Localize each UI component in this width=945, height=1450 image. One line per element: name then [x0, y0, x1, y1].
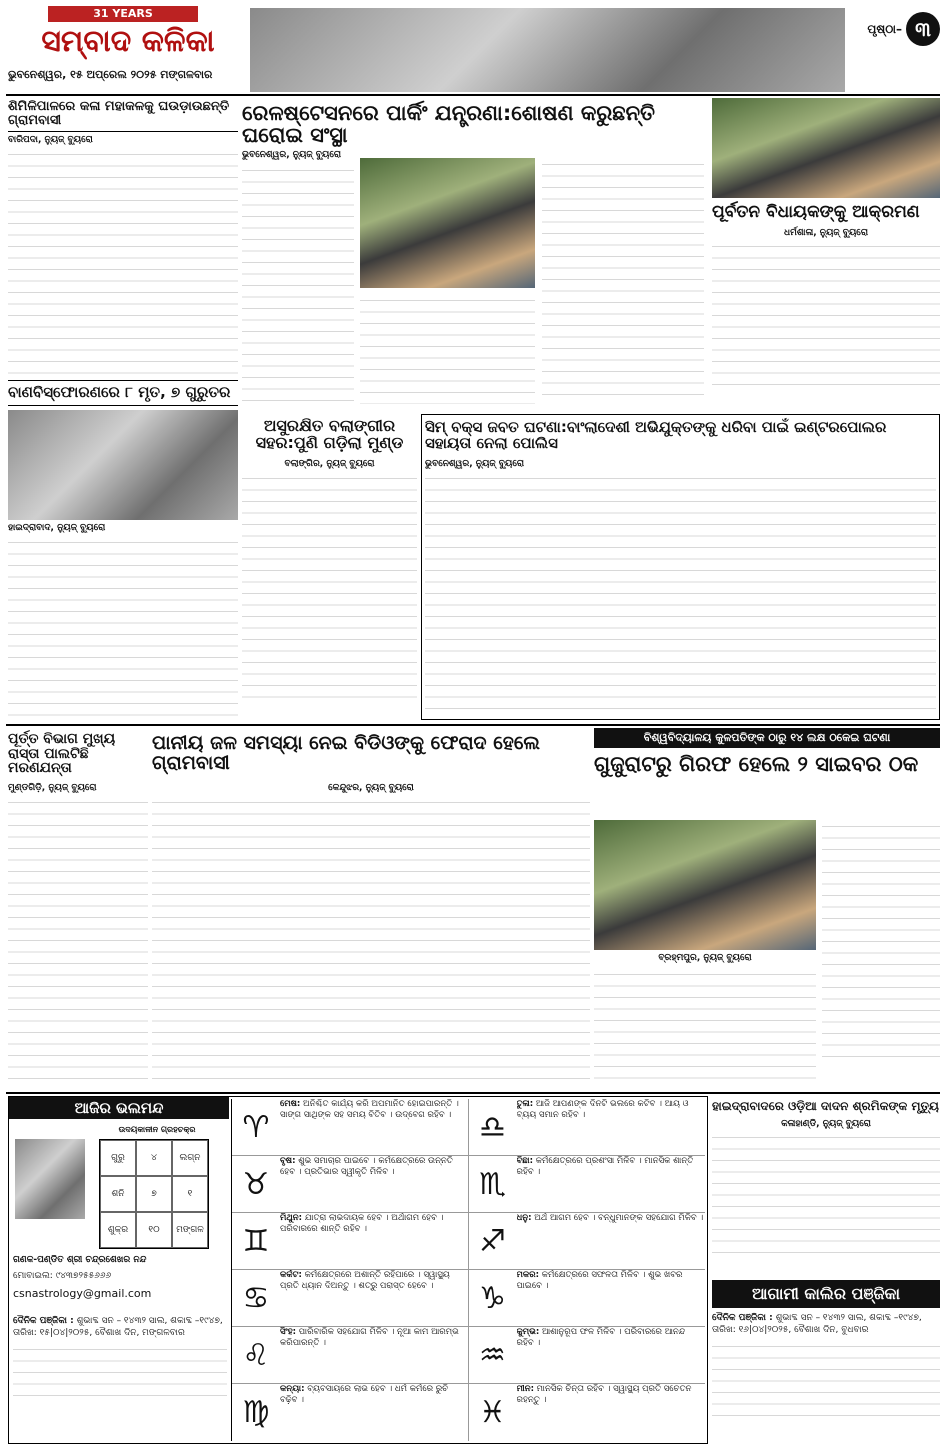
astrologer-photo — [15, 1139, 85, 1219]
sign-text: କର୍ମକ୍ଷେତ୍ରରେ ଅଶାନ୍ତି ରହିପାରେ । ସ୍ୱାସ୍ଥ୍ୟ ପ୍ରତି ଧ୍ୟାନ ଦିଅନ୍ତୁ । ଶତ୍ରୁ ପରାସ୍ତ ହେବେ । — [280, 1270, 450, 1291]
mid-rule — [6, 724, 940, 726]
gemini-icon: ♊ — [242, 1223, 270, 1259]
panji-today-body — [13, 1343, 227, 1403]
zodiac-libra — [469, 1099, 706, 1156]
masthead-rule — [6, 94, 940, 96]
byline: କଳାହାଣ୍ଡି, ନ୍ୟୁଜ୍ ବ୍ୟୁରୋ — [781, 1118, 871, 1129]
article-body-col2 — [360, 294, 535, 404]
article-body — [152, 796, 590, 1088]
sign-name: ଧନୁ: — [516, 1213, 532, 1223]
photo-explosion-site — [8, 410, 238, 520]
zodiac-leo — [232, 1327, 469, 1384]
article-body — [594, 968, 816, 1084]
sign-text: କର୍ମକ୍ଷେତ୍ରରେ ପ୍ରଶଂସା ମିଳିବ । ମାନସିକ ଶାନ୍ତି ରହିବ । — [516, 1156, 694, 1177]
story-pwd-road — [8, 728, 148, 1088]
story-simlipal — [8, 98, 238, 378]
chart-cell: ୧ — [172, 1176, 208, 1212]
zodiac-sagittarius — [469, 1213, 706, 1270]
zodiac-taurus — [232, 1156, 469, 1213]
story-explosion — [8, 380, 238, 720]
article-body-col3 — [542, 158, 704, 404]
astrologer-name: ଗଣକ-ପଣ୍ଡିତ ଶ୍ରୀ ଚନ୍ଦ୍ରଶେଖର ନନ୍ଦ — [13, 1255, 147, 1265]
story-cyber-fraud — [594, 728, 940, 1088]
story-balangir — [242, 414, 417, 720]
horoscope-title: ଆଜିର ଭଲମନ୍ଦ — [9, 1097, 229, 1119]
panji-tomorrow-body — [712, 1340, 940, 1420]
sagittarius-icon: ♐ — [479, 1223, 506, 1259]
newspaper-logo: ସମ୍ବାଦ କଳିକା — [41, 24, 215, 59]
capricorn-icon: ♑ — [479, 1280, 506, 1316]
lower-rule — [6, 1092, 940, 1094]
article-body — [8, 148, 238, 378]
sign-text: ପାରିବାରିକ ସହଯୋଗ ମିଳିବ । ନୂଆ କାମ ଆରମ୍ଭ କରିପାରନ୍ତି । — [280, 1327, 459, 1348]
pisces-icon: ♓ — [479, 1395, 506, 1430]
page-label: ପୃଷ୍ଠା– — [867, 21, 902, 36]
article-body — [712, 1131, 940, 1261]
sign-text: ଅର୍ଥ ଆଗମ ହେବ । ବନ୍ଧୁମାନଙ୍କ ସହଯୋଗ ମିଳିବ । — [534, 1213, 704, 1223]
article-body-col1 — [242, 164, 354, 404]
zodiac-aries — [232, 1099, 469, 1156]
chart-cell: ମଙ୍ଗଳ — [172, 1212, 208, 1248]
panji-today-text: ଶୁଭାବ୍ଦ ସନ – ୧୪୩୨ ସାଲ, ଶକାବ୍ଦ –୧୯୪୭, ତାରିଖ: ୧୫|୦୪|୨୦୨୫, ବୈଶାଖ ଦିନ, ମଙ୍ଗଳବାର — [13, 1316, 223, 1338]
chart-cell: ଲଗ୍ନ — [172, 1140, 208, 1176]
leo-icon: ♌ — [242, 1337, 270, 1373]
panji-tomorrow — [712, 1280, 940, 1444]
page-number: ୩ — [906, 12, 940, 46]
chart-cell: ୪ — [136, 1140, 172, 1176]
headline: ସିମ୍ ବକ୍ସ ଜବତ ଘଟଣା:ବାଂଲାଦେଶୀ ଅଭିଯୁକ୍ତଙ୍କୁ ଧରିବା ପାଇଁ ଇଣ୍ଟରପୋଲର ସହାୟତା ନେଲା ପୋଲିସ — [425, 418, 887, 452]
sign-text: ମାନସିକ ଚିନ୍ତା ରହିବ । ସ୍ୱାସ୍ଥ୍ୟ ପ୍ରତି ସଚେତନ ରହନ୍ତୁ । — [516, 1384, 692, 1405]
byline: ହାଇଦ୍ରାବାଦ, ନ୍ୟୁଜ୍ ବ୍ୟୁରୋ — [8, 522, 106, 533]
byline: ବ୍ରହ୍ମପୁର, ନ୍ୟୁଜ୍ ବ୍ୟୁରୋ — [658, 953, 752, 963]
panji-today — [13, 1315, 227, 1441]
chart-cell: ୭ — [136, 1176, 172, 1212]
photo-arrested — [594, 820, 816, 950]
aries-icon: ♈ — [242, 1109, 270, 1145]
astrologer-phone: ମୋବାଇଲ: ୯୪୩୭୨୫୫୬୬୬ — [13, 1271, 112, 1281]
byline: ବଲାଙ୍ଗିର, ନ୍ୟୁଜ୍ ବ୍ୟୁରୋ — [284, 458, 375, 469]
banner-photo-strip — [250, 8, 845, 92]
story-railway-parking — [242, 98, 707, 410]
sign-name: ବିଛା: — [516, 1156, 534, 1166]
byline: ଭୁବନେଶ୍ୱର, ନ୍ୟୁଜ୍ ବ୍ୟୁରୋ — [425, 458, 525, 469]
scorpio-icon: ♏ — [479, 1166, 506, 1202]
aquarius-icon: ♒ — [479, 1337, 506, 1373]
zodiac-scorpio — [469, 1156, 706, 1213]
zodiac-cancer — [232, 1270, 469, 1327]
sign-text: ଅନିଶ୍ଚିତ କାର୍ଯ୍ୟ କରି ଅପମାନିତ ହୋଇପାରନ୍ତି । ସାଙ୍ଗ ସାଥିଙ୍କ ସହ ସମୟ ବିତିବ । ଉଦ୍ବେଗ ରହିବ । — [280, 1099, 459, 1120]
masthead — [8, 6, 248, 90]
libra-icon: ♎ — [479, 1109, 506, 1145]
sign-name: ତୁଳା: — [516, 1099, 534, 1109]
sign-text: ଯାତ୍ରା ଲାଭଦାୟକ ହେବ । ଅର୍ଥାଗମ ହେବ । ପରିବାରରେ ଶାନ୍ତି ରହିବ । — [280, 1213, 444, 1234]
headline: ପୂର୍ବତନ ବିଧାୟକଙ୍କୁ ଆକ୍ରମଣ — [712, 202, 920, 222]
article-body — [425, 472, 936, 712]
sign-text: ବ୍ୟବସାୟରେ ଲାଭ ହେବ । ଧର୍ମ କର୍ମରେ ରୁଚି ବଢ଼ିବ । — [280, 1384, 449, 1405]
horoscope-box — [8, 1096, 708, 1444]
sign-name: ମୀନ: — [516, 1384, 534, 1394]
article-body-side — [822, 820, 940, 1060]
headline: ହାଇଦ୍ରାବାଦରେ ଓଡ଼ିଆ ଦାଦନ ଶ୍ରମିକଙ୍କ ମୃତ୍ୟୁ — [712, 1099, 939, 1113]
sign-text: ଆଜି ଆପଣଙ୍କ ଦିନଟି ଭଲରେ କଟିବ । ଆୟ ଓ ବ୍ୟୟ ସମାନ ରହିବ । — [516, 1099, 689, 1120]
headline: ପାନୀୟ ଜଳ ସମସ୍ୟା ନେଇ ବିଡିଓଙ୍କୁ ଫେରାଦ ହେଲେ ଗ୍ରାମବାସୀ — [152, 732, 540, 774]
story-ex-mla-attack — [712, 98, 940, 410]
article-body — [8, 536, 238, 720]
zodiac-gemini — [232, 1213, 469, 1270]
article-body — [712, 240, 940, 395]
zodiac-capricorn — [469, 1270, 706, 1327]
byline: ଭୁବନେଶ୍ୱର, ନ୍ୟୁଜ୍ ବ୍ୟୁରୋ — [242, 150, 342, 160]
headline: ପୂର୍ତ୍ତ ବିଭାଗ ମୁଖ୍ୟ ରାସ୍ତା ପାଲଟିଛି ମରଣଯନ୍ତା — [8, 731, 116, 777]
zodiac-pisces — [469, 1384, 706, 1441]
byline: କେନ୍ଦୁଝର, ନ୍ୟୁଜ୍ ବ୍ୟୁରୋ — [328, 782, 414, 793]
headline: ଶିମିଳିପାଳରେ କଳା ମହାକଳକୁ ଘଉଡ଼ାଉଛନ୍ତି ଗ୍ରାମବାସୀ — [8, 98, 238, 132]
zodiac-grid — [231, 1099, 705, 1441]
chart-cell: ଗୁରୁ — [100, 1140, 136, 1176]
photo-parking-lot — [360, 158, 535, 288]
story-drinking-water — [152, 728, 590, 1088]
sign-name: ମିଥୁନ: — [280, 1213, 302, 1223]
dateline: ଭୁବନେଶ୍ୱର, ୧୫ ଅପ୍ରେଲ ୨୦୨୫ ମଙ୍ଗଳବାର — [8, 68, 213, 81]
astrologer-panel — [9, 1121, 229, 1311]
astrologer-email: csnastrology@gmail.com — [13, 1287, 152, 1300]
chart-cell: ଶୁକ୍ର — [100, 1212, 136, 1248]
taurus-icon: ♉ — [242, 1166, 270, 1202]
byline: ବାରିପଦା, ନ୍ୟୁଜ୍ ବ୍ୟୁରୋ — [8, 135, 93, 146]
virgo-icon: ♍ — [242, 1395, 270, 1430]
planet-chart — [99, 1139, 209, 1249]
sign-name: କର୍କଟ: — [280, 1270, 302, 1280]
sign-name: ମେଷ: — [280, 1099, 301, 1109]
photo-crowd — [712, 98, 940, 198]
sign-text: ଆଶାନୁରୂପ ଫଳ ମିଳିବ । ପରିବାରରେ ଆନନ୍ଦ ରହିବ । — [516, 1327, 686, 1348]
article-body — [8, 796, 148, 1088]
panji-today-label: ଦୈନିକ ପଞ୍ଜିକା : — [13, 1316, 74, 1326]
headline: ରେଳଷ୍ଟେସନରେ ପାର୍କିଂ ଯନ୍ତ୍ରଣା:ଶୋଷଣ କରୁଛନ୍ତି ଘରୋଇ ସଂସ୍ଥା — [242, 101, 656, 148]
chart-label: ଉଦୟକାଳୀନ ଗ୍ରହଚକ୍ର — [118, 1125, 196, 1134]
byline: ମୁଣ୍ଡଗିଡ଼ି, ନ୍ୟୁଜ୍ ବ୍ୟୁରୋ — [8, 783, 97, 794]
zodiac-aquarius — [469, 1327, 706, 1384]
kicker: ବିଶ୍ୱବିଦ୍ୟାଳୟ କୁଳପତିଙ୍କ ଠାରୁ ୧୪ ଲକ୍ଷ ଠକେଇ ଘଟଣା — [594, 728, 940, 748]
panji-tomorrow-text: ଶୁଭାବ୍ଦ ସନ – ୧୪୩୨ ସାଲ, ଶକାବ୍ଦ –୧୯୪୭, ତାରିଖ: ୧୬|୦୪|୨୦୨୫, ବୈଶାଖ ଦିନ, ବୁଧବାର — [712, 1313, 922, 1335]
story-sim-box — [421, 414, 940, 720]
headline: ବାଣବିସ୍ଫୋରଣରେ ୮ ମୃତ, ୭ ଗୁରୁତର — [8, 380, 238, 406]
sign-text: ଶୁଭ ସମାଚାର ପାଇବେ । କର୍ମକ୍ଷେତ୍ରରେ ଉନ୍ନତି ହେବ । ପ୍ରତିଭାର ସ୍ୱୀକୃତି ମିଳିବ । — [280, 1156, 453, 1177]
sign-name: କନ୍ୟା: — [280, 1384, 305, 1394]
chart-cell: ଶନି — [100, 1176, 136, 1212]
chart-cell: ୧୦ — [136, 1212, 172, 1248]
sign-name: ସିଂହ: — [280, 1327, 297, 1337]
headline: ଅସୁରକ୍ଷିତ ବଲାଙ୍ଗୀର ସହର:ପୁଣି ଗଡ଼ିଲା ମୁଣ୍ଡ — [255, 416, 404, 452]
years-ribbon: 31 YEARS — [48, 6, 198, 22]
story-migrant-worker — [712, 1096, 940, 1276]
sign-text: କର୍ମକ୍ଷେତ୍ରରେ ସଫଳତା ମିଳିବ । ଶୁଭ ଖବର ପାଇବେ । — [516, 1270, 683, 1291]
sign-name: ବୃଷ: — [280, 1156, 296, 1166]
panji-tomorrow-label: ଦୈନିକ ପଞ୍ଜିକା : — [712, 1313, 773, 1323]
cancer-icon: ♋ — [242, 1280, 270, 1316]
page-number-badge — [848, 10, 940, 48]
byline: ଧର୍ମଶାଳା, ନ୍ୟୁଜ୍ ବ୍ୟୁରୋ — [784, 227, 868, 238]
article-body — [242, 472, 417, 702]
sign-name: ମକର: — [516, 1270, 539, 1280]
zodiac-virgo — [232, 1384, 469, 1441]
panji-tomorrow-title: ଆଗାମୀ କାଲିର ପଞ୍ଜିକା — [712, 1280, 940, 1308]
headline: ଗୁଜୁରାଟରୁ ଗିରଫ ହେଲେ ୨ ସାଇବର ଠକ — [594, 752, 919, 776]
sign-name: କୁମ୍ଭ: — [516, 1327, 540, 1337]
